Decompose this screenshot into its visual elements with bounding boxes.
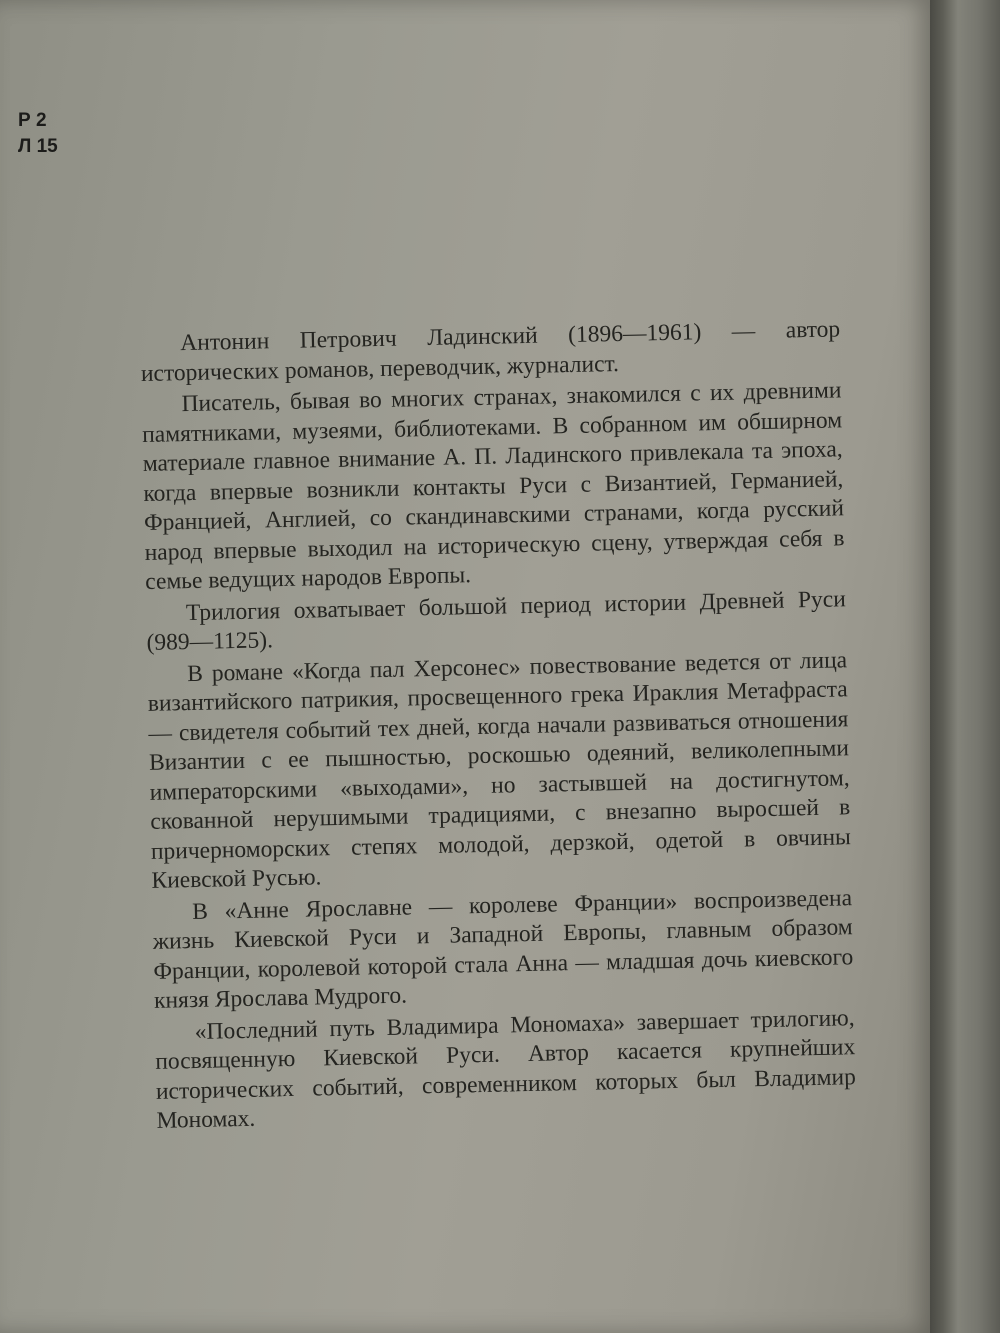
paragraph-chersonesus: В романе «Когда пал Херсонес» повествование ведется от лица византийского патрикия, просвещенного грека Ираклия Метафраста — свидетеля событий тех дней, когда начали развиваться отношения Византии с ее пышностью, роскошью одеяний, великолепными императорскими «выходами», но застывшей на достигнутом, скованной нерушимыми традициями, с внезапно выросшей в причерноморских степях молодой, дерзкой, одетой в овчины Киевской Русью.: [147, 646, 852, 894]
catalog-line-1: Р 2: [18, 110, 47, 131]
next-page-edge: [930, 0, 1000, 1333]
paragraph-author: Антонин Петрович Ладинский (1896—1961) — автор исторических романов, переводчик, журналист.: [140, 316, 841, 387]
paragraph-trilogy: Трилогия охватывает большой период истории Древней Руси (989—1125).: [146, 585, 847, 656]
paragraph-anna: В «Анне Ярославне — королеве Франции» воспроизведена жизнь Киевской Руси и Западной Европы, главным образом Франции, королевой которой стала Анна — младшая дочь киевского князя Ярослава Мудрого.: [152, 884, 854, 1014]
catalog-line-2: Л 15: [18, 136, 58, 157]
paragraph-writer: Писатель, бывая во многих странах, знакомился с их древними памятниками, музеями, библиотеками. В собранном им обширном материале главное внимание А. П. Ладинского привлекала та эпоха, когда впервые возникли контакты Руси с Византией, Германией, Францией, Англией, со скандинавскими странами, когда русский народ впервые выходил на историческую сцену, утверждая себя в семье ведущих народов Европы.: [141, 377, 845, 595]
paragraph-monomakh: «Последний путь Владимира Мономаха» завершает трилогию, посвященную Киевской Руси. Автор касается крупнейших исторических событий, современником которых был Владимир Мономах.: [155, 1004, 857, 1134]
library-catalog-code: [18, 108, 58, 160]
annotation-text: [140, 315, 857, 1138]
